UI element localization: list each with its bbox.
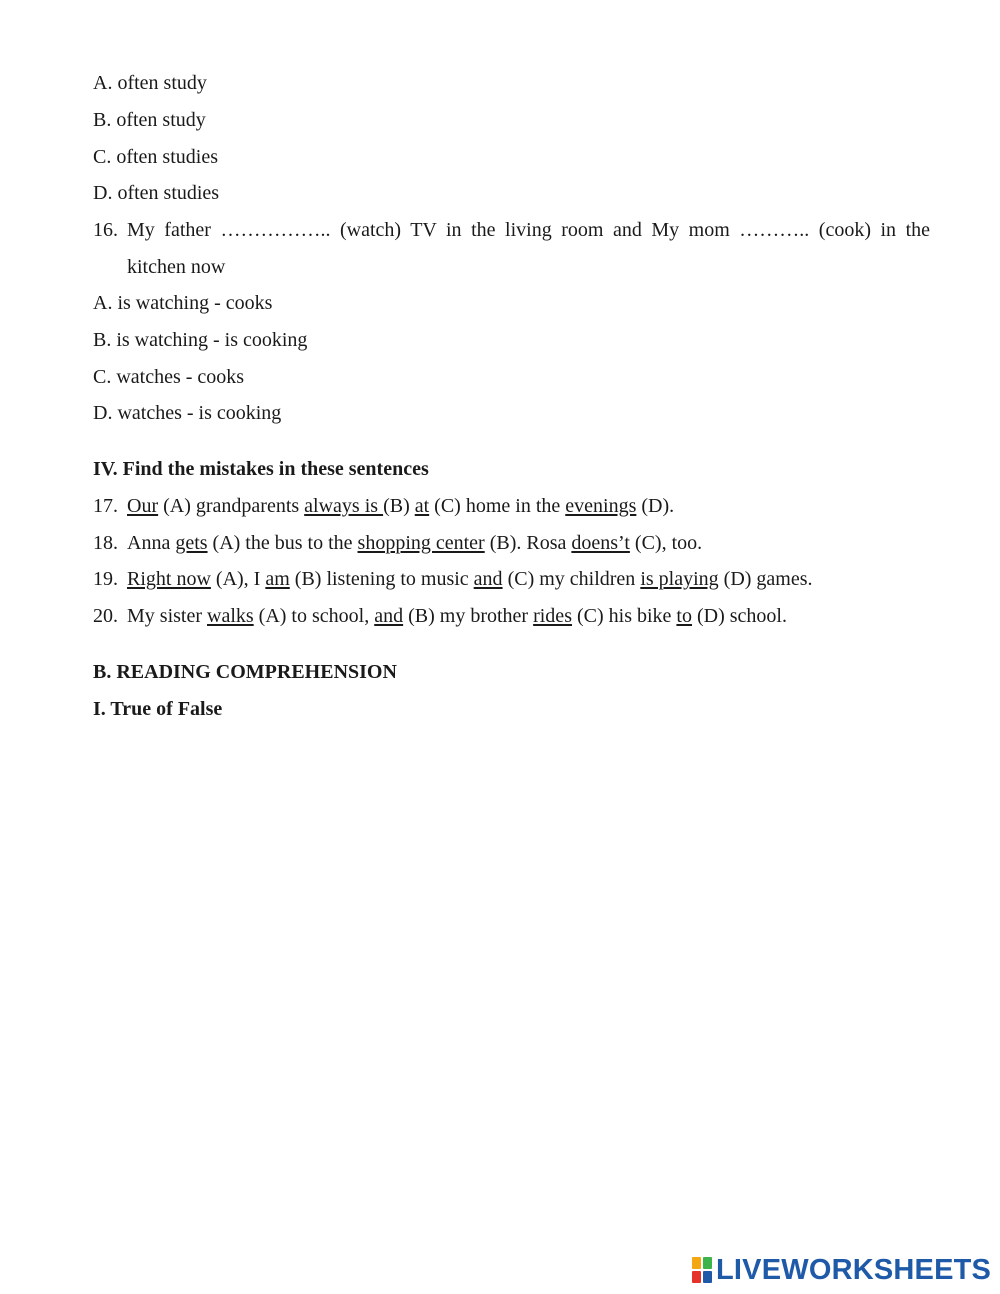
section-iv-heading: IV. Find the mistakes in these sentences (93, 458, 429, 480)
q16-option-a: A. is watching - cooks (93, 292, 273, 314)
logo-mark-square-1 (692, 1257, 701, 1269)
q16-number: 16. (93, 219, 118, 241)
q16-option-c: C. watches - cooks (93, 366, 245, 388)
logo-mark-square-3 (692, 1271, 701, 1283)
q15-option-a: A. often study (93, 72, 207, 94)
q18-sentence: Anna gets (A) the bus to the shopping center (B). Rosa doens’t (C), too. (127, 532, 703, 554)
q20-underlined-b: and (374, 605, 404, 627)
liveworksheets-logo-text: LIVEWORKSHEETS (716, 1254, 992, 1286)
q17-sentence: Our (A) grandparents always is (B) at (C) home in the evenings (D). (127, 495, 675, 517)
q17-underlined-a: Our (127, 495, 159, 517)
q17-underlined-b: always is (304, 495, 384, 517)
q18-number: 18. (93, 532, 118, 554)
q16-text-line1: My father …………….. (watch) TV in the living room and My mom ……….. (cook) in the (127, 219, 930, 241)
q17-underlined-d: evenings (565, 495, 637, 517)
q19-underlined-b: am (265, 568, 290, 590)
q19-sentence: Right now (A), I am (B) listening to music and (C) my children is playing (D) games. (127, 568, 813, 590)
q19-underlined-c: and (473, 568, 503, 590)
q20-underlined-c: rides (533, 605, 572, 627)
q17-underlined-c: at (414, 495, 430, 517)
q18-underlined-a: gets (175, 532, 208, 554)
q15-option-c: C. often studies (93, 146, 218, 168)
q20-underlined-a: walks (207, 605, 254, 627)
q20-number: 20. (93, 605, 118, 627)
q19-underlined-a: Right now (127, 568, 211, 590)
q20-underlined-d: to (676, 605, 692, 627)
q16-text-line2: kitchen now (127, 256, 226, 278)
logo-mark-square-2 (703, 1257, 712, 1269)
q19-underlined-d: is playing (640, 568, 719, 590)
logo-mark-square-4 (703, 1271, 712, 1283)
q18-underlined-b: shopping center (357, 532, 485, 554)
q18-underlined-c: doens’t (571, 532, 630, 554)
q15-option-d: D. often studies (93, 182, 220, 204)
section-b-heading: B. READING COMPREHENSION (93, 661, 397, 683)
liveworksheets-logo-mark-icon (692, 1257, 712, 1283)
q19-number: 19. (93, 568, 118, 590)
q16-option-d: D. watches - is cooking (93, 402, 282, 424)
q16-option-b: B. is watching - is cooking (93, 329, 308, 351)
section-b-subheading: I. True of False (93, 698, 223, 720)
q20-sentence: My sister walks (A) to school, and (B) my brother rides (C) his bike to (D) school. (127, 605, 787, 627)
q15-option-b: B. often study (93, 109, 206, 131)
q17-number: 17. (93, 495, 118, 517)
liveworksheets-logo (692, 1253, 991, 1287)
